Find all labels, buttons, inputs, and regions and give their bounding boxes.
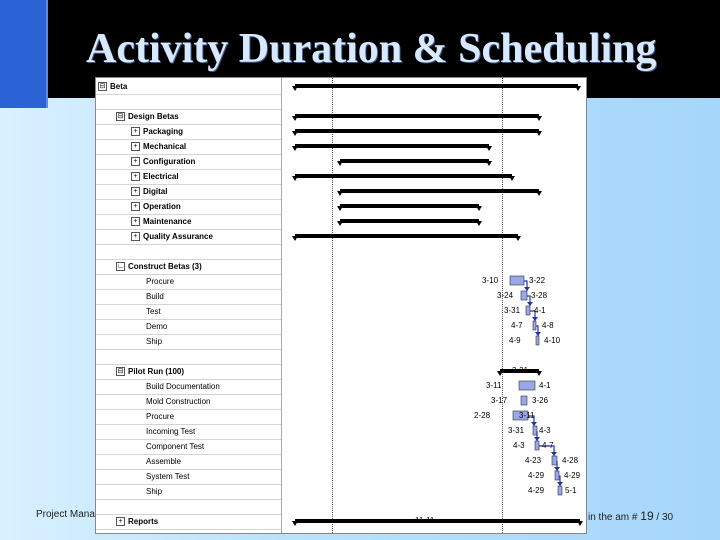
tree-row[interactable] — [96, 454, 281, 470]
dependency-arrowhead — [531, 422, 537, 426]
tree-row[interactable] — [96, 334, 281, 350]
summary-bar-end — [486, 146, 492, 151]
tree-row-label: Reports — [128, 517, 159, 526]
gantt-bars — [282, 78, 586, 533]
tree-row-label: Assemble — [146, 457, 182, 466]
task-end-date: 4-8 — [542, 321, 554, 330]
page-total: 30 — [661, 512, 674, 523]
task-bar — [555, 471, 559, 480]
dependency-arrowhead — [524, 287, 530, 291]
corner-accent — [0, 0, 48, 108]
task-bar — [526, 306, 530, 315]
task-bar — [535, 441, 539, 450]
summary-bar — [295, 174, 512, 178]
summary-bar — [295, 234, 518, 238]
tree-row-label: Test — [146, 307, 161, 316]
task-end-date: 3-22 — [529, 276, 546, 285]
tree-row-label: Ship — [146, 487, 163, 496]
tree-row-label: Configuration — [143, 157, 196, 166]
dependency-arrowhead — [554, 467, 560, 471]
summary-bar-start — [292, 236, 298, 241]
footer-left-text: Project Mana — [36, 509, 95, 520]
task-start-date: 4-3 — [513, 441, 525, 450]
summary-bar — [295, 84, 578, 88]
summary-bar-start — [292, 86, 298, 91]
tree-row[interactable] — [96, 109, 281, 125]
task-end-date: 3-28 — [531, 291, 548, 300]
dependency-arrowhead — [551, 452, 557, 456]
tree-row[interactable] — [96, 304, 281, 320]
tree-row-label: Construct Betas (3) — [128, 262, 202, 271]
summary-bar-end — [536, 191, 542, 196]
tree-row[interactable] — [96, 259, 281, 275]
tree-row-label: Ship — [146, 337, 163, 346]
task-start-date: 4-29 — [528, 486, 545, 495]
gantt-screenshot — [95, 77, 587, 534]
task-start-date: 4-23 — [525, 456, 542, 465]
task-start-date: 3-11 — [486, 381, 502, 390]
tree-row[interactable] — [96, 94, 281, 110]
tree-row[interactable] — [96, 409, 281, 425]
tree-row-label: Operation — [143, 202, 181, 211]
tree-row[interactable] — [96, 469, 281, 485]
tree-row-label: Maintenance — [143, 217, 192, 226]
summary-bar — [340, 189, 539, 193]
tree-row[interactable] — [96, 319, 281, 335]
task-bar — [519, 381, 535, 390]
task-bar — [533, 321, 536, 330]
tree-row-label: Digital — [143, 187, 168, 196]
summary-bar-start — [337, 206, 343, 211]
expand-toggle-icon[interactable]: + — [131, 127, 140, 136]
tree-row-label: Procure — [146, 412, 175, 421]
tree-row-label: Procure — [146, 277, 175, 286]
task-end-date: 4-28 — [562, 456, 579, 465]
tree-row-label: Beta — [110, 82, 128, 91]
tree-row[interactable] — [96, 79, 281, 95]
summary-bar-start — [497, 371, 503, 376]
task-start-date: 3-17 — [491, 396, 508, 405]
tree-row[interactable] — [96, 139, 281, 155]
dependency-arrowhead — [532, 317, 538, 321]
tree-row-label: Quality Assurance — [143, 232, 213, 241]
tree-row-label: System Test — [146, 472, 190, 481]
tree-row-label: Demo — [146, 322, 168, 331]
tree-row[interactable] — [96, 199, 281, 215]
expand-toggle-icon[interactable]: + — [116, 517, 125, 526]
expand-toggle-icon[interactable]: + — [131, 232, 140, 241]
tree-row[interactable] — [96, 424, 281, 440]
summary-bar-end — [575, 86, 581, 91]
task-bar — [510, 276, 524, 285]
task-start-date: 4-29 — [528, 471, 545, 480]
task-end-date: 4-3 — [539, 426, 551, 435]
summary-bar-start — [337, 191, 343, 196]
expand-toggle-icon[interactable]: + — [131, 202, 140, 211]
gantt-chart-area — [282, 78, 586, 533]
tree-row[interactable] — [96, 274, 281, 290]
task-bar — [521, 291, 527, 300]
summary-bar — [340, 159, 489, 163]
tree-row[interactable] — [96, 379, 281, 395]
tree-row[interactable] — [96, 349, 281, 365]
page-current: 19 — [640, 509, 654, 523]
task-bar — [536, 336, 539, 345]
tree-row[interactable] — [96, 124, 281, 140]
task-start-date: 4-9 — [509, 336, 521, 345]
expand-toggle-icon[interactable]: ⊟ — [99, 83, 106, 90]
tree-row-label: Build — [146, 292, 164, 301]
summary-bar-end — [515, 236, 521, 241]
tree-row[interactable] — [96, 499, 281, 515]
page-separator: / — [653, 512, 662, 523]
summary-bar — [340, 219, 479, 223]
summary-bar — [295, 129, 539, 133]
dependency-arrowhead — [535, 332, 541, 336]
summary-bar-end — [536, 116, 542, 121]
summary-bar-end — [577, 521, 583, 526]
tree-row[interactable] — [96, 169, 281, 185]
expand-toggle-icon[interactable]: + — [131, 172, 140, 181]
task-end-date: 4-29 — [564, 471, 581, 480]
tree-row-label: Pilot Run (100) — [128, 367, 185, 376]
summary-bar-start — [292, 176, 298, 181]
task-start-date: 3-31 — [512, 366, 529, 375]
tree-row-label: Mechanical — [143, 142, 187, 151]
tree-row-label: Mold Construction — [146, 397, 211, 406]
tree-row[interactable] — [96, 244, 281, 260]
task-start-date: 2-28 — [474, 411, 491, 420]
summary-bar-start — [292, 521, 298, 526]
slide-title: Activity Duration & Scheduling — [86, 26, 657, 72]
summary-bar-end — [486, 161, 492, 166]
summary-bar-start — [292, 131, 298, 136]
tree-row[interactable] — [96, 229, 281, 245]
tree-row-label: Electrical — [143, 172, 179, 181]
tree-row[interactable] — [96, 394, 281, 410]
tree-row[interactable] — [96, 154, 281, 170]
summary-bar-end — [509, 176, 515, 181]
summary-bar-end — [536, 371, 542, 376]
task-end-date: 3-26 — [532, 396, 549, 405]
tree-row-label: Component Test — [146, 442, 205, 451]
task-bar — [552, 456, 557, 465]
summary-bar — [295, 144, 489, 148]
summary-bar — [340, 204, 479, 208]
summary-bar-start — [337, 161, 343, 166]
task-end-date: 4-7 — [542, 441, 554, 450]
summary-bar-start — [337, 221, 343, 226]
task-end-date: 5-1 — [565, 486, 577, 495]
task-start-date: 4-7 — [511, 321, 523, 330]
task-end-date: 3-11 — [519, 411, 535, 420]
summary-bar-start — [292, 146, 298, 151]
dependency-arrowhead — [534, 437, 540, 441]
tree-row[interactable] — [96, 514, 281, 530]
dependency-arrowhead — [527, 302, 533, 306]
task-end-date: 4-1 — [539, 381, 551, 390]
task-start-date: 3-24 — [497, 291, 514, 300]
tree-row[interactable] — [96, 364, 281, 380]
task-bar — [521, 396, 527, 405]
expand-toggle-icon[interactable]: + — [131, 157, 140, 166]
summary-bar — [295, 519, 580, 523]
task-end-date: 4-1 — [534, 306, 546, 315]
task-end-date: 4-10 — [544, 336, 561, 345]
expand-toggle-icon[interactable]: + — [131, 217, 140, 226]
summary-bar-end — [476, 221, 482, 226]
expand-toggle-icon[interactable]: + — [131, 142, 140, 151]
footer-right-prefix: in the am # — [588, 512, 641, 523]
task-start-date: 11-11 — [415, 516, 435, 525]
summary-bar — [295, 114, 539, 118]
expand-toggle-icon[interactable]: ∟ — [117, 263, 124, 270]
summary-bar-end — [536, 131, 542, 136]
dependency-arrowhead — [557, 482, 563, 486]
expand-toggle-icon[interactable]: ⊟ — [117, 368, 124, 375]
tree-row-label: Incoming Test — [146, 427, 196, 436]
tree-row-label: Build Documentation — [146, 382, 220, 391]
tree-row[interactable] — [96, 484, 281, 500]
page-number — [588, 509, 673, 523]
tree-row[interactable] — [96, 214, 281, 230]
tree-row[interactable] — [96, 289, 281, 305]
task-start-date: 3-31 — [508, 426, 525, 435]
summary-bar-end — [476, 206, 482, 211]
task-tree — [96, 78, 282, 533]
task-bar — [558, 486, 562, 495]
tree-row-label: Design Betas — [128, 112, 179, 121]
task-start-date: 3-31 — [504, 306, 521, 315]
expand-toggle-icon[interactable]: + — [131, 187, 140, 196]
tree-row[interactable] — [96, 439, 281, 455]
tree-row[interactable] — [96, 184, 281, 200]
tree-row-label: Packaging — [143, 127, 184, 136]
task-start-date: 3-10 — [482, 276, 499, 285]
summary-bar-start — [292, 116, 298, 121]
expand-toggle-icon[interactable]: ⊟ — [117, 113, 124, 120]
